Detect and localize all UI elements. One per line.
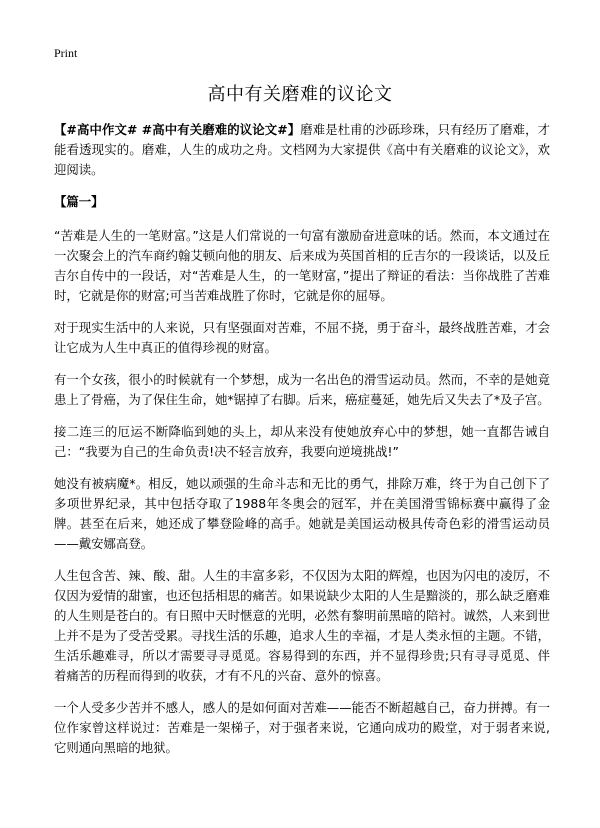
- paragraph: 有一个女孩，很小的时候就有一个梦想，成为一名出色的滑雪运动员。然而，不幸的是她竟患上了骨癌，为了保住生命，她*锯掉了右脚。后来，癌症蔓延，她先后又失去了*及子宫。: [54, 372, 550, 407]
- paragraph: 人生包含苦、辣、酸、甜。人生的丰富多彩，不仅因为太阳的辉煌，也因为闪电的凌厉，不仅因为爱情的甜蜜，也还包括相思的痛苦。如果说缺少太阳的人生是黯淡的，那么缺乏磨难的人生则是苍白的。有日照中天时惬意的光明，必然有黎明前黑暗的陪衬。诚然，人来到世上并不是为了受苦受累。寻找生活的乐趣，追求人生的幸福，才是人类永恒的主题。不错，生活乐趣难寻，所以才需要寻寻觅觅。容易得到的东西，并不显得珍贵;只有寻寻觅觅、伴着痛苦的历程而得到的收获，才有不凡的兴奋、意外的惊喜。: [54, 568, 550, 683]
- paragraph: “苦难是人生的一笔财富。”这是人们常说的一句富有激励奋进意味的话。然而，本文通过在一次聚会上的汽车商约翰艾顿向他的朋友、后来成为英国首相的丘吉尔的一段谈话，以及丘吉尔自传中的一段话，对“苦难是人生，的一笔财富，”提出了辩证的看法：当你战胜了苦难时，它就是你的财富;可当苦难战胜了你时，它就是你的屈辱。: [54, 228, 550, 303]
- paragraph: 一个人受多少苦并不感人，感人的是如何面对苦难——能否不断超越自己，奋力拼搏。有一位作家曾这样说过：苦难是一架梯子，对于强者来说，它通向成功的殿堂，对于弱者来说,它则通向黑暗的地狱。: [54, 700, 550, 755]
- section-heading: 【篇一】: [54, 194, 104, 209]
- paragraph: 接二连三的厄运不断降临到她的头上，却从来没有使她放弃心中的梦想，她一直都告诫自己：“我要为自己的生命负责!决不轻言放弃，我要向逆境挑战!”: [54, 424, 550, 459]
- intro-text: 磨难是杜甫的沙砾珍珠，只有经历了磨难，才能看透现实的。磨难，人生的成功之舟。文档网为大家提供《高中有关磨难的议论文》，欢迎阅读。: [54, 122, 551, 177]
- intro-paragraph: [54, 120, 550, 180]
- article-body: [54, 120, 550, 770]
- paragraph: 对于现实生活中的人来说，只有坚强面对苦难，不屈不挠，勇于奋斗，最终战胜苦难，才会让它成为人生中真正的值得珍视的财富。: [54, 320, 550, 355]
- page-title: 高中有关磨难的议论文: [207, 84, 393, 105]
- print-label[interactable]: Print: [54, 46, 78, 60]
- paragraph: 她没有被病魔*。相反，她以顽强的生命斗志和无比的勇气，排除万难，终于为自己创下了多项世界纪录，其中包括夺取了1988年冬奥会的冠军，并在美国滑雪锦标赛中赢得了金牌。甚至在后来，她还成了攀登险峰的高手。她就是美国运动极具传奇色彩的滑雪运动员——戴安娜高登。: [54, 476, 550, 551]
- intro-tag: 【#高中作文# #高中有关磨难的议论文#】: [54, 122, 301, 137]
